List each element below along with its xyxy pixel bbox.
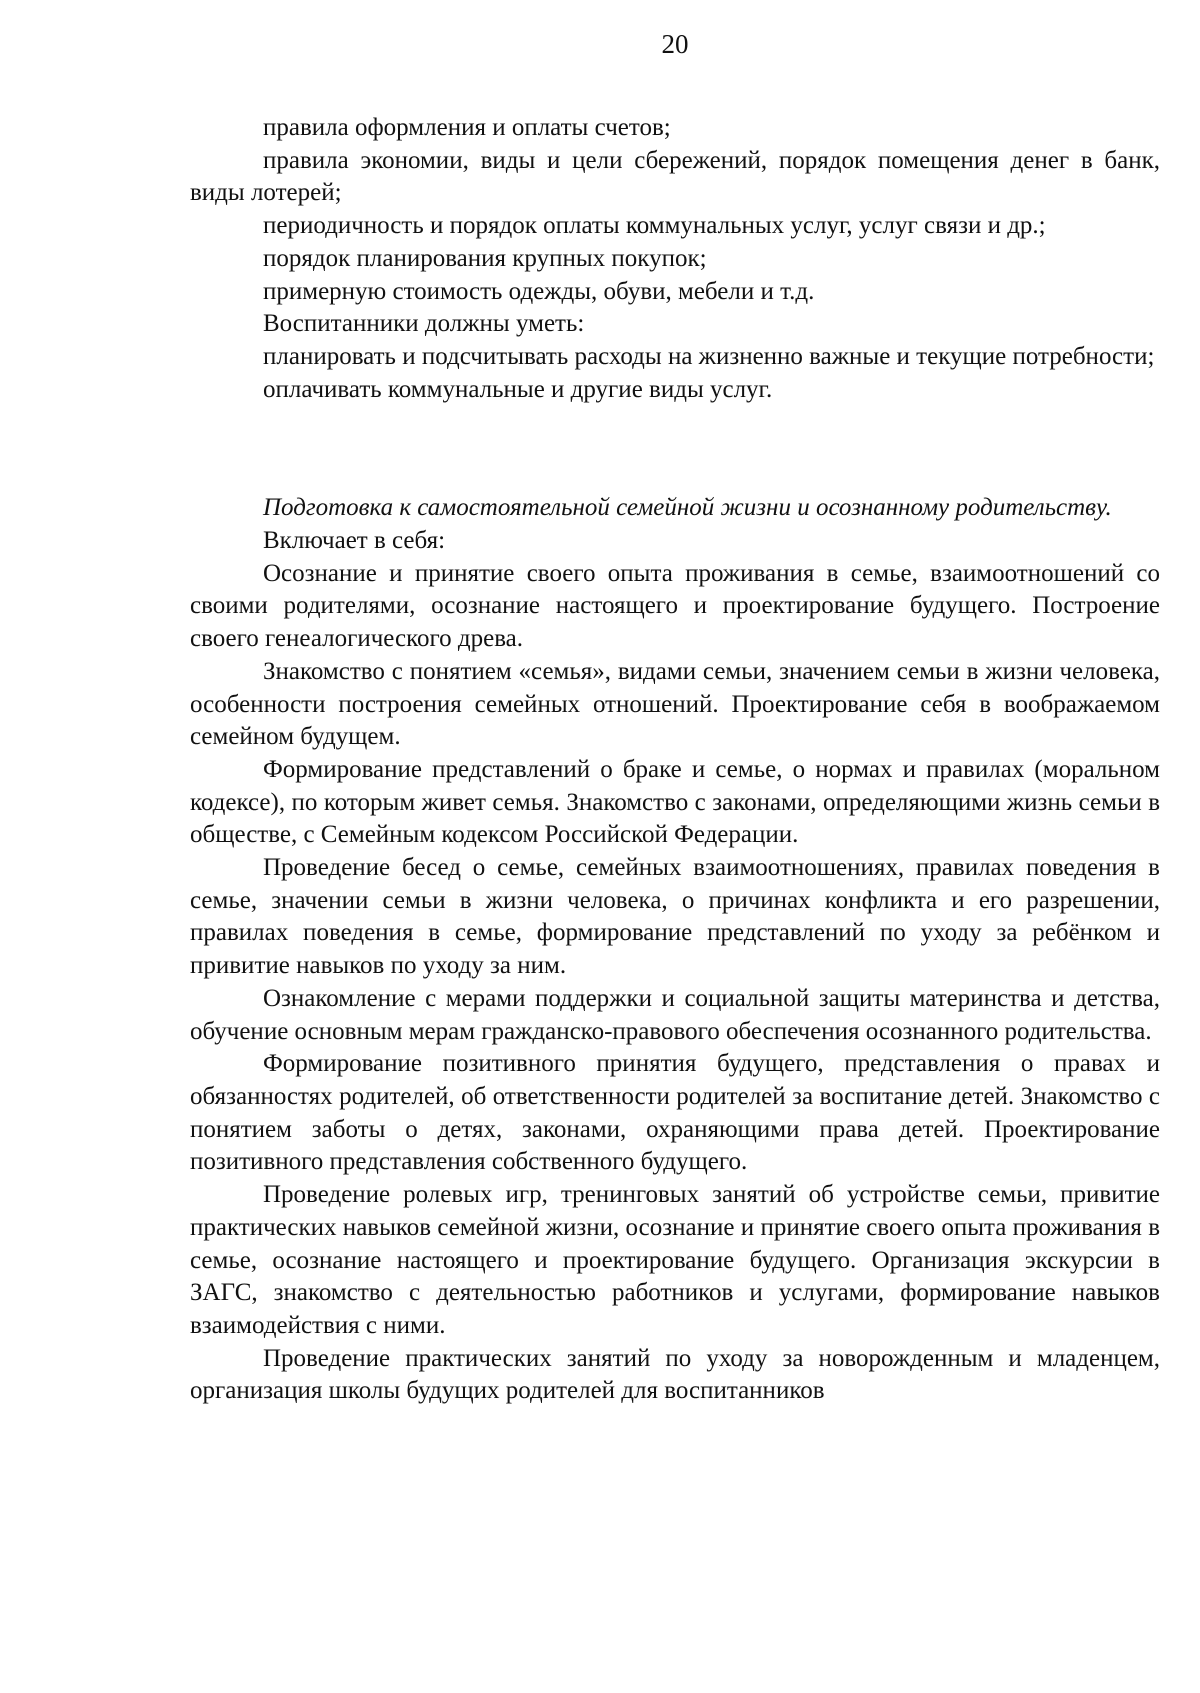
document-body [190,112,1160,1408]
paragraph: Ознакомление с мерами поддержки и социальной защиты материнства и детства, обучение основным мерам гражданско-правового обеспечения осознанного родительства. [190,984,1160,1045]
paragraph: Формирование позитивного принятия будущего, представления о правах и обязанностях родителей, об ответственности родителей за воспитание детей. Знакомство с понятием заботы о детях, законами, охраняющими права детей. Проектирование позитивного представления собственного будущего. [190,1050,1160,1176]
section-gap [190,406,1160,492]
paragraph: Осознание и принятие своего опыта проживания в семье, взаимоотношений со своими родителями, осознание настоящего и проектирование будущего. Построение своего генеалогического древа. [190,559,1160,653]
paragraph: Формирование представлений о браке и семье, о нормах и правилах (моральном кодексе), по которым живет семья. Знакомство с законами, определяющими жизнь семьи в обществе, с Семейным кодексом Российской Федерации. [190,755,1160,849]
list-item: правила оформления и оплаты счетов; [263,114,671,141]
page-number: 20 [661,29,689,59]
paragraph: Проведение ролевых игр, тренинговых занятий об устройстве семьи, привитие практических навыков семейной жизни, осознание и принятие своего опыта проживания в семье, осознание настоящего и проектирование будущего. Организация экскурсии в ЗАГС, знакомство с деятельностью работников и услугами, формирование навыков взаимодействия с ними. [190,1181,1160,1339]
skills-intro: Воспитанники должны уметь: [263,310,585,338]
paragraph: Знакомство с понятием «семья», видами семьи, значением семьи в жизни человека, особенности построения семейных отношений. Проектирование себя в воображаемом семейном будущем. [190,657,1160,751]
list-item: периодичность и порядок оплаты коммунальных услуг, услуг связи и др.; [263,212,1046,240]
list-item: оплачивать коммунальные и другие виды услуг. [263,375,773,403]
list-item: примерную стоимость одежды, обуви, мебели и т.д. [263,277,815,305]
paragraph: Проведение практических занятий по уходу за новорожденным и младенцем, организация школы будущих родителей для воспитанников [190,1344,1160,1405]
section-intro: Включает в себя: [263,527,446,555]
section-heading: Подготовка к самостоятельной семейной жизни и осознанному родительству. [263,494,1112,522]
list-item: порядок планирования крупных покупок; [263,244,707,272]
list-item: правила экономии, виды и цели сбережений, порядок помещения денег в банк, виды лотерей; [190,146,1160,207]
list-item: планировать и подсчитывать расходы на жизненно важные и текущие потребности; [263,342,1155,370]
paragraph: Проведение бесед о семье, семейных взаимоотношениях, правилах поведения в семье, значении семьи в жизни человека, о причинах конфликта и его разрешении, правилах поведения в семье, формирование представлений по уходу за ребёнком и привитие навыков по уходу за ним. [190,854,1160,980]
